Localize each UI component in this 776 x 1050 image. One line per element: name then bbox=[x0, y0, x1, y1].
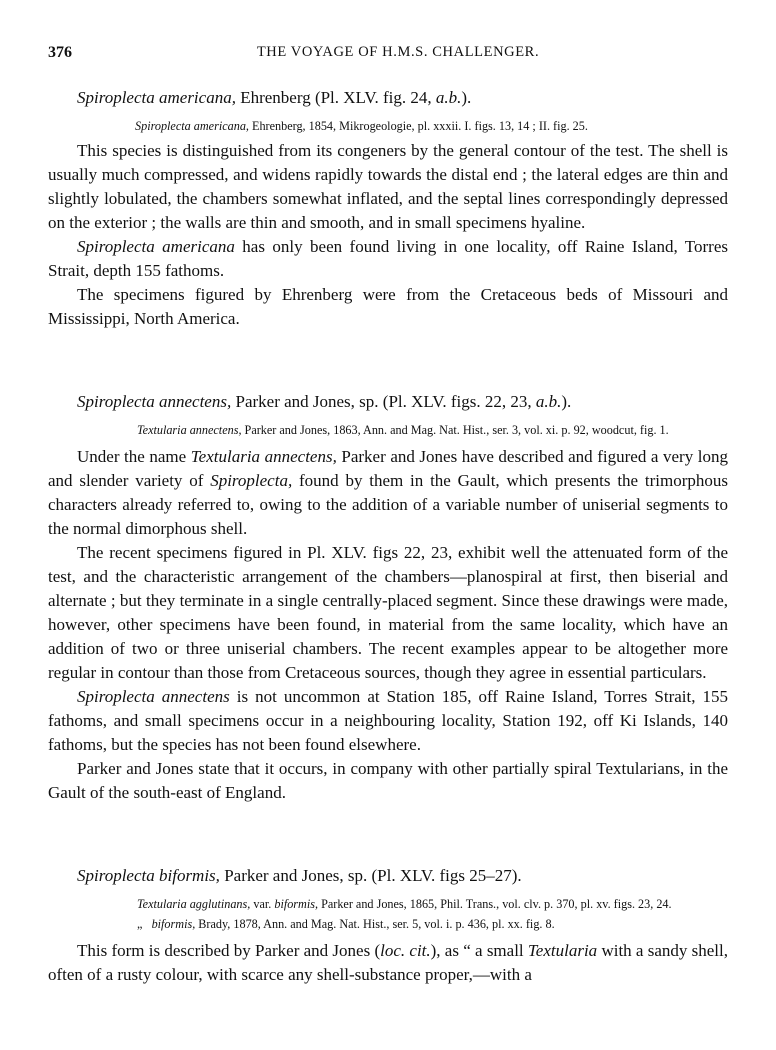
species-heading: Spiroplecta annectens, Parker and Jones, sp. (Pl. XLV. figs. 22, 23, a.b.). bbox=[77, 392, 572, 411]
paragraph: Parker and Jones state that it occurs, in company with other partially spiral Textularians, in the Gault of the south-east of England. bbox=[48, 759, 728, 802]
synonymy-reference: Textularia agglutinans, var. biformis, Parker and Jones, 1865, Phil. Trans., vol. clv. p. 370, pl. xv. figs. 23, 24. bbox=[137, 897, 672, 911]
species-section-americana bbox=[48, 88, 728, 331]
page-number: 376 bbox=[48, 44, 72, 61]
paragraph: This species is distinguished from its congeners by the general contour of the test. The shell is usually much compressed, and widens rapidly towards the distal end ; the lateral edges are thin and slightly lobulated, the chambers somewhat inflated, and the septal lines correspondingly depressed on the exterior ; the walls are thin and smooth, and in small specimens hyaline. bbox=[48, 141, 728, 232]
paragraph: Spiroplecta americana has only been found living in one locality, off Raine Island, Torres Strait, depth 155 fathoms. bbox=[48, 237, 728, 280]
section-body bbox=[48, 139, 728, 331]
species-name: Spiroplecta americana, bbox=[77, 88, 236, 107]
running-header bbox=[48, 44, 728, 61]
ditto-mark: „ bbox=[137, 917, 143, 931]
paragraph: Under the name Textularia annectens, Parker and Jones have described and figured a very long and slender variety of Spiroplecta, found by them in the Gault, which presents the trimorphous characters already referred to, owing to the addition of a variable number of uniserial segments to the normal dimorphous shell. bbox=[48, 447, 728, 538]
synonymy-reference: Spiroplecta americana, Ehrenberg, 1854, Mikrogeologie, pl. xxxii. I. figs. 13, 14 ; II. fig. 25. bbox=[135, 119, 588, 133]
species-heading: Spiroplecta americana, Ehrenberg (Pl. XLV. fig. 24, a.b.). bbox=[77, 88, 472, 107]
species-name: Spiroplecta biformis, bbox=[77, 866, 220, 885]
paragraph: Spiroplecta annectens is not uncommon at Station 185, off Raine Island, Torres Strait, 155 fathoms, and small specimens occur in a neighbouring locality, Station 192, off Ki Islands, 140 fathoms, but the species has not been found elsewhere. bbox=[48, 687, 728, 754]
species-heading: Spiroplecta biformis, Parker and Jones, sp. (Pl. XLV. figs 25–27). bbox=[77, 866, 522, 885]
synonymy-reference: „ biformis, Brady, 1878, Ann. and Mag. Nat. Hist., ser. 5, vol. i. p. 436, pl. xx. fig. 8. bbox=[137, 917, 555, 931]
synonymy-reference: Textularia annectens, Parker and Jones, 1863, Ann. and Mag. Nat. Hist., ser. 3, vol. xi. p. 92, woodcut, fig. 1. bbox=[137, 423, 669, 437]
paragraph: This form is described by Parker and Jones (loc. cit.), as “ a small Textularia with a sandy shell, often of a rusty colour, with scarce any shell-substance proper,—with a bbox=[48, 941, 728, 984]
paragraph: The recent specimens figured in Pl. XLV. figs 22, 23, exhibit well the attenuated form of the test, and the characteristic arrangement of the chambers—planospiral at first, then biserial and alternate ; but they terminate in a single centrally-placed segment. Since these drawings were made, however, other specimens have been found, in material from the same locality, which have an addition of two or three uniserial chambers. The recent examples appear to be altogether more regular in contour than those from Cretaceous sources, though they agree in essential particulars. bbox=[48, 543, 728, 682]
species-name: Spiroplecta annectens, bbox=[77, 392, 232, 411]
paragraph: The specimens figured by Ehrenberg were from the Cretaceous beds of Missouri and Mississippi, North America. bbox=[48, 285, 728, 328]
running-title: THE VOYAGE OF H.M.S. CHALLENGER. bbox=[256, 44, 540, 60]
section-body bbox=[48, 939, 728, 987]
section-body bbox=[48, 445, 728, 805]
species-section-biformis bbox=[48, 866, 728, 987]
species-section-annectens bbox=[48, 392, 728, 805]
